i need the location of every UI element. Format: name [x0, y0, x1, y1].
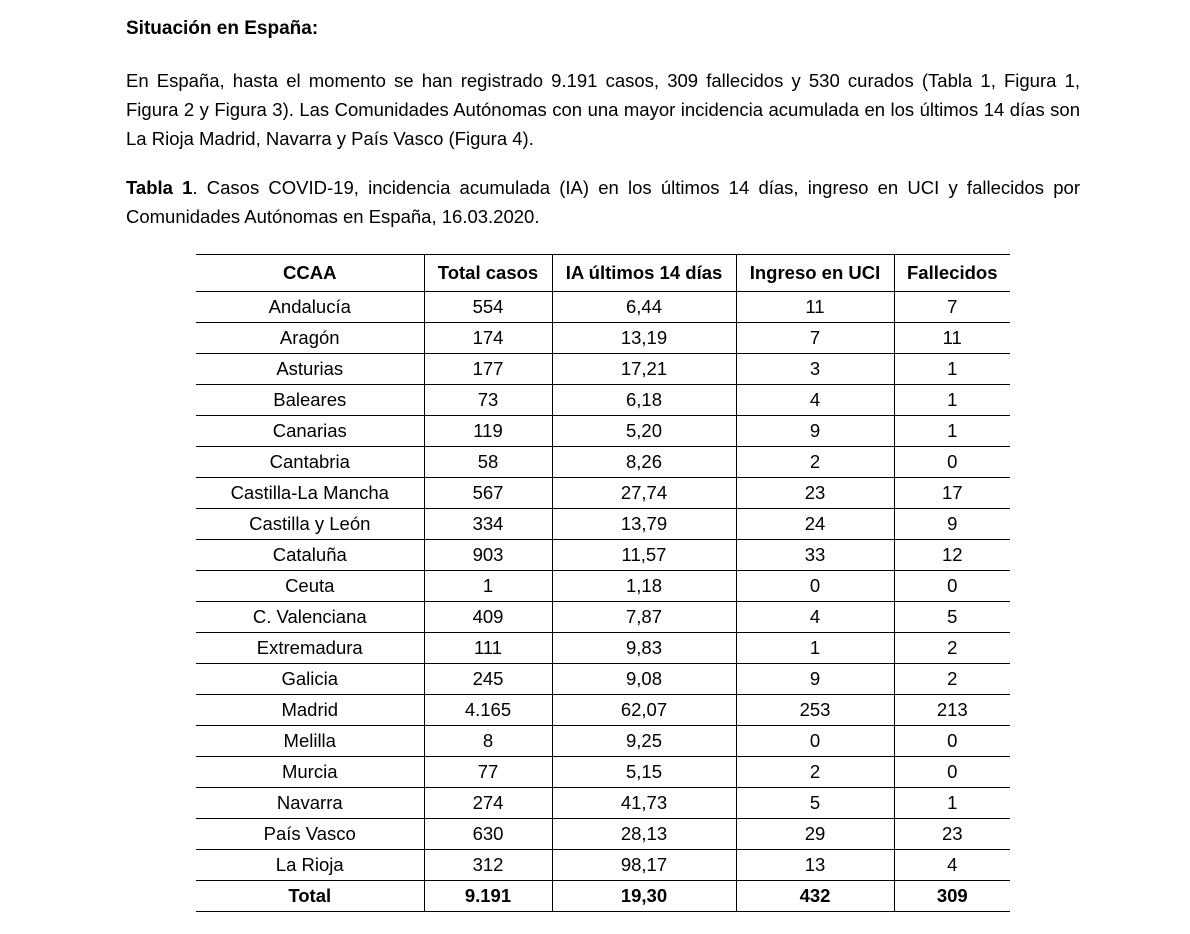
- cell-ccaa: Baleares: [196, 385, 424, 416]
- cell-ccaa: Madrid: [196, 695, 424, 726]
- cell-uci: 3: [736, 354, 894, 385]
- cell-ccaa: Castilla-La Mancha: [196, 478, 424, 509]
- cell-ccaa: País Vasco: [196, 819, 424, 850]
- cell-uci: 4: [736, 602, 894, 633]
- cell-ia: 9,83: [552, 633, 736, 664]
- cell-total-casos: 245: [424, 664, 552, 695]
- cell-ia: 62,07: [552, 695, 736, 726]
- cell-fallecidos: 1: [894, 385, 1010, 416]
- cell-uci: 9: [736, 664, 894, 695]
- total-casos: 9.191: [424, 881, 552, 912]
- cell-uci: 1: [736, 633, 894, 664]
- cell-uci: 0: [736, 571, 894, 602]
- cell-uci: 4: [736, 385, 894, 416]
- cell-uci: 13: [736, 850, 894, 881]
- table-row: [196, 571, 1010, 602]
- cell-fallecidos: 4: [894, 850, 1010, 881]
- cell-fallecidos: 7: [894, 292, 1010, 323]
- cell-ia: 7,87: [552, 602, 736, 633]
- table-row: [196, 447, 1010, 478]
- cell-ccaa: Murcia: [196, 757, 424, 788]
- cell-ccaa: Ceuta: [196, 571, 424, 602]
- total-uci: 432: [736, 881, 894, 912]
- cell-total-casos: 567: [424, 478, 552, 509]
- cell-fallecidos: 9: [894, 509, 1010, 540]
- cell-ia: 11,57: [552, 540, 736, 571]
- table-caption: [126, 173, 1080, 231]
- cell-ia: 6,44: [552, 292, 736, 323]
- header-ingreso-uci: Ingreso en UCI: [736, 255, 894, 292]
- cell-ia: 9,25: [552, 726, 736, 757]
- cell-ccaa: Galicia: [196, 664, 424, 695]
- table-row: [196, 292, 1010, 323]
- table-row: [196, 385, 1010, 416]
- table-row: [196, 664, 1010, 695]
- cell-total-casos: 903: [424, 540, 552, 571]
- cell-total-casos: 8: [424, 726, 552, 757]
- table-caption-text: . Casos COVID-19, incidencia acumulada (IA) en los últimos 14 días, ingreso en UCI y fallecidos por Comunidades Autónomas en España, 16.03.2020.: [126, 177, 1080, 227]
- cell-fallecidos: 1: [894, 354, 1010, 385]
- cell-fallecidos: 1: [894, 788, 1010, 819]
- cell-total-casos: 554: [424, 292, 552, 323]
- table-row: [196, 416, 1010, 447]
- header-ccaa: CCAA: [196, 255, 424, 292]
- table-row: [196, 788, 1010, 819]
- cell-total-casos: 312: [424, 850, 552, 881]
- header-ia-14-dias: IA últimos 14 días: [552, 255, 736, 292]
- cell-ccaa: Cataluña: [196, 540, 424, 571]
- table-row: [196, 695, 1010, 726]
- cell-ccaa: Castilla y León: [196, 509, 424, 540]
- cell-uci: 24: [736, 509, 894, 540]
- cell-ia: 5,15: [552, 757, 736, 788]
- table-row: [196, 726, 1010, 757]
- cell-ia: 28,13: [552, 819, 736, 850]
- cell-ia: 41,73: [552, 788, 736, 819]
- total-label: Total: [196, 881, 424, 912]
- cell-ia: 98,17: [552, 850, 736, 881]
- table-row: [196, 354, 1010, 385]
- cell-ia: 13,19: [552, 323, 736, 354]
- cell-ccaa: Melilla: [196, 726, 424, 757]
- cell-ccaa: Extremadura: [196, 633, 424, 664]
- total-row: [196, 881, 1010, 912]
- cell-uci: 29: [736, 819, 894, 850]
- cell-ccaa: Aragón: [196, 323, 424, 354]
- cell-fallecidos: 213: [894, 695, 1010, 726]
- table-row: [196, 478, 1010, 509]
- cell-uci: 11: [736, 292, 894, 323]
- table-header: [196, 255, 1010, 292]
- cell-uci: 7: [736, 323, 894, 354]
- cell-ccaa: Cantabria: [196, 447, 424, 478]
- cell-ia: 9,08: [552, 664, 736, 695]
- cell-uci: 33: [736, 540, 894, 571]
- cell-uci: 5: [736, 788, 894, 819]
- table-row: [196, 323, 1010, 354]
- intro-paragraph: En España, hasta el momento se han registrado 9.191 casos, 309 fallecidos y 530 curados (Tabla 1, Figura 1, Figura 2 y Figura 3). Las Comunidades Autónomas con una mayor incidencia acumulada en los últimos 14 días son La Rioja Madrid, Navarra y País Vasco (Figura 4).: [126, 70, 1080, 149]
- table-row: [196, 540, 1010, 571]
- cell-ccaa: C. Valenciana: [196, 602, 424, 633]
- cell-total-casos: 274: [424, 788, 552, 819]
- cell-total-casos: 630: [424, 819, 552, 850]
- cell-fallecidos: 23: [894, 819, 1010, 850]
- cell-ia: 1,18: [552, 571, 736, 602]
- header-total-casos: Total casos: [424, 255, 552, 292]
- total-fallecidos: 309: [894, 881, 1010, 912]
- ccaa-table: [196, 254, 1010, 912]
- cell-fallecidos: 0: [894, 757, 1010, 788]
- cell-ccaa: Andalucía: [196, 292, 424, 323]
- cell-uci: 253: [736, 695, 894, 726]
- cell-ccaa: Navarra: [196, 788, 424, 819]
- cell-uci: 9: [736, 416, 894, 447]
- section-heading: Situación en España:: [126, 18, 319, 39]
- cell-total-casos: 73: [424, 385, 552, 416]
- table-caption-label: Tabla 1: [126, 177, 193, 198]
- header-row: [196, 255, 1010, 292]
- cell-total-casos: 409: [424, 602, 552, 633]
- cell-uci: 2: [736, 447, 894, 478]
- cell-total-casos: 111: [424, 633, 552, 664]
- cell-ccaa: Asturias: [196, 354, 424, 385]
- cell-ia: 17,21: [552, 354, 736, 385]
- total-ia: 19,30: [552, 881, 736, 912]
- cell-fallecidos: 0: [894, 571, 1010, 602]
- cell-uci: 2: [736, 757, 894, 788]
- cell-total-casos: 4.165: [424, 695, 552, 726]
- cell-fallecidos: 2: [894, 633, 1010, 664]
- cell-fallecidos: 17: [894, 478, 1010, 509]
- cell-fallecidos: 12: [894, 540, 1010, 571]
- cell-ia: 27,74: [552, 478, 736, 509]
- table-body: [196, 292, 1010, 912]
- cell-fallecidos: 5: [894, 602, 1010, 633]
- table-row: [196, 509, 1010, 540]
- cell-uci: 23: [736, 478, 894, 509]
- cell-ccaa: La Rioja: [196, 850, 424, 881]
- cell-total-casos: 334: [424, 509, 552, 540]
- cell-ia: 6,18: [552, 385, 736, 416]
- table-row: [196, 850, 1010, 881]
- cell-total-casos: 174: [424, 323, 552, 354]
- cell-total-casos: 77: [424, 757, 552, 788]
- cell-ia: 8,26: [552, 447, 736, 478]
- cell-ia: 13,79: [552, 509, 736, 540]
- table-row: [196, 602, 1010, 633]
- cell-fallecidos: 0: [894, 726, 1010, 757]
- cell-uci: 0: [736, 726, 894, 757]
- cell-fallecidos: 0: [894, 447, 1010, 478]
- cell-fallecidos: 2: [894, 664, 1010, 695]
- cell-total-casos: 1: [424, 571, 552, 602]
- cell-total-casos: 58: [424, 447, 552, 478]
- header-fallecidos: Fallecidos: [894, 255, 1010, 292]
- cell-total-casos: 177: [424, 354, 552, 385]
- table-row: [196, 819, 1010, 850]
- cell-ia: 5,20: [552, 416, 736, 447]
- table-row: [196, 633, 1010, 664]
- cell-fallecidos: 1: [894, 416, 1010, 447]
- table-row: [196, 757, 1010, 788]
- cell-ccaa: Canarias: [196, 416, 424, 447]
- cell-total-casos: 119: [424, 416, 552, 447]
- cell-fallecidos: 11: [894, 323, 1010, 354]
